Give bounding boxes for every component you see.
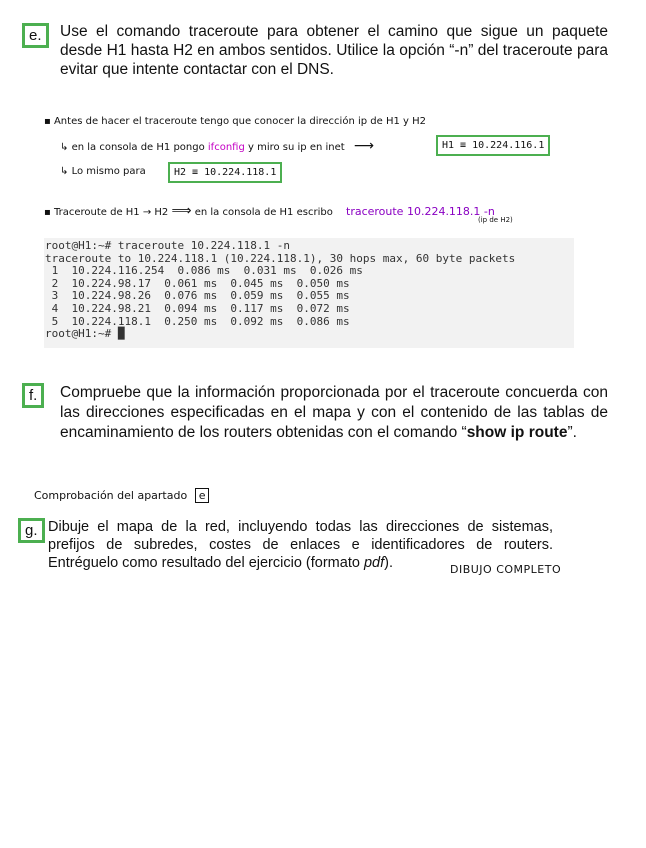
terminal-line: root@H1:~# traceroute 10.224.118.1 -n [45, 239, 291, 252]
pdf-format: pdf [363, 555, 385, 571]
double-arrow-icon: ⟹ [171, 203, 192, 219]
item-f-text-b: ”. [567, 424, 577, 441]
item-letter-g: g. [18, 518, 45, 543]
item-e-text: Use el comando traceroute para obtener el camino que sigue un paquete desde H1 hasta H2 en ambos sentidos. Utilice la opción “-n” del traceroute para evitar que intente contactar con el DNS. [60, 23, 608, 78]
terminal-line: 1 10.224.116.254 0.086 ms 0.031 ms 0.026 ms [45, 264, 363, 278]
note-ip-h2-label: (ip de H2) [478, 216, 513, 224]
note-line-4: ▪ Traceroute de H1 → H2 ⟹ en la consola de H1 escribo traceroute 10.224.118.1 -n [44, 203, 495, 219]
note-line-1-text: Antes de hacer el traceroute tengo que conocer la dirección ip de H1 y H2 [53, 116, 426, 127]
note-line-4-text-a: Traceroute de H1 → H2 [53, 207, 169, 218]
note-line-1: ▪ Antes de hacer el traceroute tengo que conocer la dirección ip de H1 y H2 [44, 116, 426, 127]
terminal-output [44, 238, 574, 348]
show-ip-route-command: show ip route [466, 424, 568, 441]
item-g-text-b: ). [384, 555, 393, 571]
item-g-text-a: Dibuje el mapa de la red, incluyendo todas las direcciones de sistemas, prefijos de subredes, costes de enlaces e identificadores de routers. Entréguelo como resultado del ejercicio (formato [48, 519, 553, 571]
terminal-line: traceroute to 10.224.118.1 (10.224.118.1), 30 hops max, 60 byte packets [45, 251, 516, 265]
check-text: Comprobación del apartado [34, 489, 188, 502]
terminal-line: 3 10.224.98.26 0.076 ms 0.059 ms 0.055 ms [45, 289, 350, 303]
check-line [34, 489, 209, 502]
item-f-text [60, 383, 608, 443]
terminal-line: root@H1:~# █ [45, 327, 125, 341]
sub-arrow-icon: ↳ [60, 142, 69, 153]
long-arrow-icon: ⟶ [353, 138, 374, 154]
note-line-3-text: Lo mismo para [71, 166, 146, 177]
item-f-text-a: Compruebe que la información proporcionada por el traceroute concuerda con las direcciones especificadas en el mapa y con el contenido de las tablas de encaminamiento de los routers obtenidas con el comando “ [60, 384, 608, 441]
note-traceroute-command: traceroute 10.224.118.1 -n [346, 205, 495, 218]
terminal-line: 2 10.224.98.17 0.061 ms 0.045 ms 0.050 ms [45, 276, 350, 290]
item-letter-f: f. [22, 383, 44, 408]
h2-address-box: H2 ≡ 10.224.118.1 [168, 162, 282, 183]
terminal-line: 4 10.224.98.21 0.094 ms 0.117 ms 0.072 ms [45, 301, 350, 315]
note-line-2 [60, 138, 374, 154]
note-line-2-text-b: y miro su ip en inet [248, 142, 345, 153]
terminal-line: 5 10.224.118.1 0.250 ms 0.092 ms 0.086 ms [45, 314, 350, 328]
note-ifconfig-command: ifconfig [207, 142, 245, 153]
note-line-3 [60, 166, 146, 177]
h1-address-box: H1 ≡ 10.224.116.1 [436, 135, 550, 156]
check-box-e: e [195, 488, 210, 503]
note-line-2-text-a: en la consola de H1 pongo [71, 142, 205, 153]
handwritten-complete-note: DIBUJO COMPLETO [450, 563, 562, 576]
note-line-4-text-b: en la consola de H1 escribo [194, 207, 333, 218]
sub-arrow-icon: ↳ [60, 166, 69, 177]
item-letter-e: e. [22, 23, 49, 48]
